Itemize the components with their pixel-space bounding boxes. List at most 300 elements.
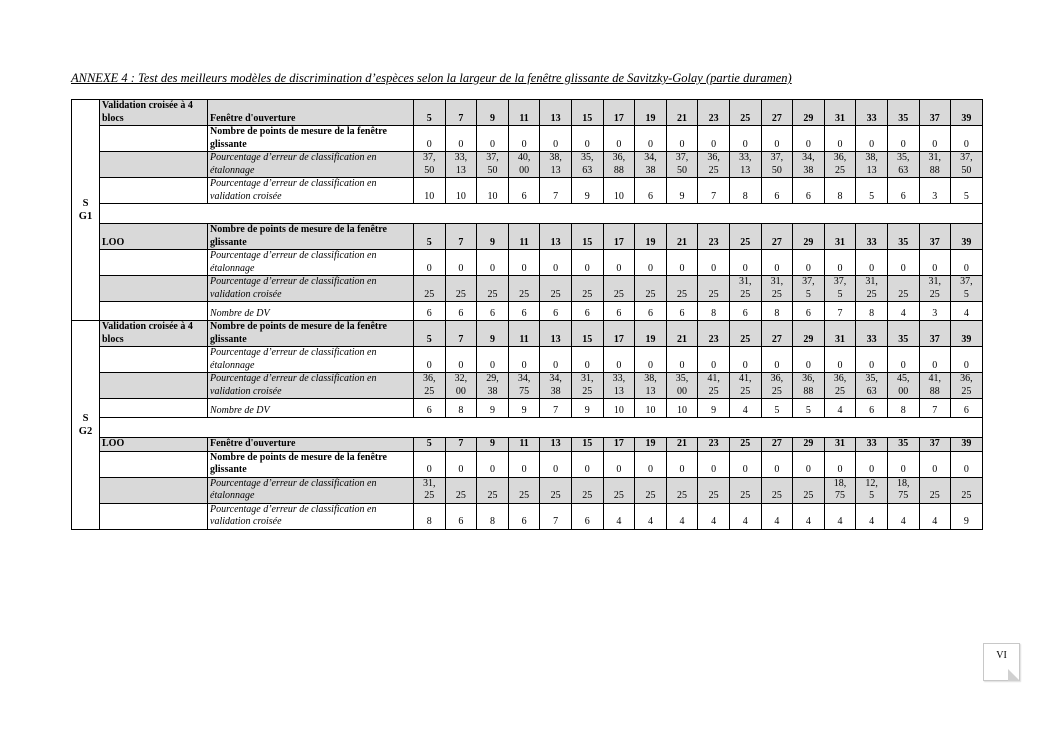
value-text: 11	[519, 236, 529, 248]
value-cell	[666, 438, 698, 452]
value-text: 0	[426, 138, 432, 150]
value-text: 0	[837, 464, 843, 475]
value-text: 25	[582, 288, 593, 300]
value-text: 25	[677, 288, 688, 300]
value-text: 39	[961, 438, 972, 449]
value-text: 9	[489, 236, 495, 248]
value-text: 0	[900, 359, 906, 371]
value-cell	[761, 276, 793, 302]
value-cell	[729, 451, 761, 477]
value-cell	[635, 438, 667, 452]
value-text: 6	[774, 190, 780, 202]
value-cell	[824, 178, 856, 204]
value-text: 4	[647, 516, 653, 527]
value-cell	[666, 276, 698, 302]
method-cell: Validation croisée à 4 blocs	[100, 100, 208, 126]
value-text: 4	[900, 307, 906, 319]
value-cell	[414, 477, 446, 503]
value-cell	[666, 373, 698, 399]
value-text: 4	[900, 516, 906, 527]
value-part: 41,	[738, 373, 752, 384]
value-cell	[951, 152, 983, 178]
value-cell	[824, 503, 856, 529]
value-cell	[540, 399, 572, 418]
value-cell	[508, 477, 540, 503]
value-text: 0	[584, 359, 590, 371]
value-text: 6	[426, 307, 432, 319]
value-part: 31,	[770, 276, 784, 287]
value-cell	[540, 302, 572, 321]
value-cell	[477, 438, 509, 452]
value-text: 0	[584, 464, 590, 475]
value-cell	[414, 438, 446, 452]
value-text: 13	[550, 236, 561, 248]
value-part: 5	[963, 288, 969, 300]
value-cell	[414, 178, 446, 204]
value-cell	[445, 126, 477, 152]
value-part: 13	[866, 164, 877, 176]
value-cell	[666, 224, 698, 250]
value-cell	[508, 347, 540, 373]
value-cell	[666, 477, 698, 503]
value-cell	[951, 347, 983, 373]
value-cell	[540, 438, 572, 452]
value-part: 34,	[549, 373, 562, 384]
value-text: 5	[963, 190, 969, 202]
value-cell	[666, 503, 698, 529]
value-cell	[666, 100, 698, 126]
spacer-cell	[100, 204, 983, 224]
value-text: 37	[929, 333, 940, 345]
value-text: 0	[900, 262, 906, 274]
value-part: 36,	[833, 152, 847, 163]
value-cell	[729, 503, 761, 529]
value-text: 0	[837, 262, 843, 274]
value-part: 33,	[454, 152, 468, 163]
value-cell	[919, 250, 951, 276]
value-cell	[698, 152, 730, 178]
value-cell	[856, 302, 888, 321]
value-cell	[414, 100, 446, 126]
value-text: 25	[645, 288, 656, 300]
value-cell	[414, 321, 446, 347]
value-part: 37,	[423, 152, 436, 163]
value-text: 10	[677, 404, 688, 416]
value-text: 0	[932, 359, 938, 371]
value-part: 25	[961, 385, 972, 397]
value-text: 0	[616, 464, 622, 475]
value-text: 6	[647, 307, 653, 319]
value-cell	[508, 503, 540, 529]
value-text: 0	[521, 359, 527, 371]
value-cell	[635, 276, 667, 302]
value-text: 0	[458, 359, 464, 371]
value-text: 7	[553, 404, 559, 416]
value-cell	[477, 347, 509, 373]
row-label: Fenêtre d'ouverture	[208, 438, 414, 452]
value-text: 33	[866, 236, 877, 248]
value-cell	[951, 224, 983, 250]
value-text: 25	[455, 288, 466, 300]
value-part: 50	[487, 164, 498, 176]
value-part: 63	[898, 164, 909, 176]
value-text: 25	[740, 112, 751, 124]
value-cell	[887, 503, 919, 529]
value-text: 8	[900, 404, 906, 416]
value-part: 25	[771, 385, 782, 397]
value-text: 8	[774, 307, 780, 319]
value-part: 5	[805, 288, 811, 300]
value-cell	[414, 302, 446, 321]
value-cell	[635, 224, 667, 250]
value-text: 4	[805, 516, 811, 527]
value-cell	[919, 126, 951, 152]
row-label: Nombre de points de mesure de la fenêtre glissante	[208, 224, 414, 250]
value-part: 35,	[581, 152, 594, 163]
value-text: 25	[519, 490, 530, 501]
value-cell	[508, 152, 540, 178]
value-cell	[919, 451, 951, 477]
spacer-row	[72, 418, 983, 438]
spacer-row	[72, 204, 983, 224]
value-cell	[666, 451, 698, 477]
value-cell	[919, 347, 951, 373]
value-part: 41,	[707, 373, 720, 384]
value-text: 4	[774, 516, 780, 527]
value-cell	[603, 477, 635, 503]
value-text: 5	[426, 333, 432, 345]
value-cell	[445, 503, 477, 529]
value-cell	[635, 373, 667, 399]
value-text: 25	[613, 288, 624, 300]
value-part: 37,	[833, 276, 847, 287]
group-label-line1: S	[82, 412, 89, 424]
value-text: 31	[835, 438, 846, 449]
value-cell	[951, 373, 983, 399]
value-cell	[414, 276, 446, 302]
row-label: Pourcentage d’erreur de classification en étalonnage	[208, 152, 414, 178]
value-cell	[508, 438, 540, 452]
value-cell	[887, 399, 919, 418]
value-cell	[571, 477, 603, 503]
value-cell	[761, 399, 793, 418]
value-text: 11	[519, 112, 529, 124]
value-text: 9	[963, 516, 969, 527]
value-part: 35,	[865, 373, 878, 384]
value-text: 27	[771, 438, 782, 449]
value-part: 25	[835, 385, 846, 397]
value-text: 6	[805, 307, 811, 319]
value-cell	[571, 152, 603, 178]
value-cell	[824, 224, 856, 250]
method-cell: LOO	[100, 438, 208, 452]
value-cell	[951, 126, 983, 152]
value-cell	[761, 451, 793, 477]
value-part: 32,	[454, 373, 468, 384]
value-part: 50	[424, 164, 435, 176]
value-text: 31	[835, 236, 846, 248]
value-text: 4	[837, 516, 843, 527]
value-part: 25	[929, 288, 940, 300]
value-cell	[477, 126, 509, 152]
value-text: 35	[898, 236, 909, 248]
value-text: 5	[805, 404, 811, 416]
value-cell	[477, 250, 509, 276]
value-text: 0	[711, 359, 717, 371]
value-part: 37,	[960, 152, 973, 163]
value-cell	[603, 302, 635, 321]
value-text: 9	[584, 404, 590, 416]
value-part: 25	[740, 288, 751, 300]
value-cell	[951, 451, 983, 477]
value-cell	[666, 250, 698, 276]
value-cell	[540, 276, 572, 302]
value-cell	[729, 399, 761, 418]
value-text: 4	[616, 516, 622, 527]
value-cell	[824, 347, 856, 373]
value-cell	[698, 178, 730, 204]
method-cell	[100, 152, 208, 178]
value-cell	[508, 451, 540, 477]
value-cell	[793, 126, 825, 152]
value-cell	[824, 302, 856, 321]
value-cell	[824, 250, 856, 276]
row-label: Nombre de points de mesure de la fenêtre glissante	[208, 126, 414, 152]
value-cell	[919, 302, 951, 321]
value-cell	[824, 451, 856, 477]
value-part: 13	[550, 164, 561, 176]
value-cell	[951, 399, 983, 418]
value-text: 25	[487, 288, 498, 300]
value-text: 0	[616, 138, 622, 150]
value-cell	[729, 438, 761, 452]
value-cell	[919, 438, 951, 452]
value-cell	[698, 347, 730, 373]
value-cell	[698, 100, 730, 126]
value-text: 0	[711, 464, 717, 475]
value-cell	[761, 373, 793, 399]
value-cell	[761, 152, 793, 178]
row-label: Pourcentage d’erreur de classification en étalonnage	[208, 250, 414, 276]
method-cell	[100, 250, 208, 276]
value-part: 88	[613, 164, 624, 176]
value-text: 4	[742, 404, 748, 416]
value-text: 0	[426, 359, 432, 371]
value-text: 8	[711, 307, 717, 319]
value-cell	[698, 126, 730, 152]
value-cell	[414, 503, 446, 529]
value-text: 10	[613, 404, 624, 416]
value-text: 25	[582, 490, 593, 501]
value-text: 25	[740, 490, 751, 501]
value-part: 36,	[707, 152, 720, 163]
value-cell	[793, 451, 825, 477]
value-cell	[445, 321, 477, 347]
value-cell	[887, 152, 919, 178]
table-row	[72, 178, 983, 204]
value-text: 13	[550, 112, 561, 124]
value-text: 3	[932, 307, 938, 319]
value-cell	[919, 152, 951, 178]
value-text: 4	[869, 516, 875, 527]
value-cell	[698, 451, 730, 477]
value-text: 6	[584, 516, 590, 527]
value-text: 0	[742, 138, 748, 150]
value-part: 50	[677, 164, 688, 176]
value-text: 0	[616, 262, 622, 274]
value-cell	[445, 347, 477, 373]
value-cell	[698, 503, 730, 529]
value-text: 0	[521, 138, 527, 150]
method-cell	[100, 126, 208, 152]
value-text: 0	[900, 464, 906, 475]
value-text: 25	[708, 490, 719, 501]
value-cell	[824, 126, 856, 152]
value-part: 36,	[802, 373, 815, 384]
value-cell	[698, 302, 730, 321]
value-text: 35	[898, 112, 909, 124]
value-text: 6	[647, 190, 653, 202]
value-part: 88	[803, 385, 814, 397]
value-text: 10	[424, 190, 435, 202]
value-part: 5	[837, 288, 843, 300]
value-text: 10	[455, 190, 466, 202]
value-text: 0	[774, 359, 780, 371]
value-text: 25	[929, 490, 940, 501]
value-text: 25	[740, 236, 751, 248]
value-text: 8	[426, 516, 432, 527]
value-part: 38,	[549, 152, 562, 163]
value-cell	[540, 321, 572, 347]
value-text: 27	[771, 112, 782, 124]
value-part: 38,	[865, 152, 878, 163]
value-cell	[887, 321, 919, 347]
value-cell	[761, 100, 793, 126]
row-label: Pourcentage d’erreur de classification en validation croisée	[208, 373, 414, 399]
value-part: 00	[519, 164, 530, 176]
value-text: 6	[458, 307, 464, 319]
value-cell	[508, 321, 540, 347]
value-text: 25	[961, 490, 972, 501]
value-part: 25	[424, 490, 435, 501]
value-cell	[856, 347, 888, 373]
value-cell	[414, 373, 446, 399]
value-text: 6	[616, 307, 622, 319]
value-cell	[951, 276, 983, 302]
value-cell	[887, 250, 919, 276]
value-cell	[793, 399, 825, 418]
value-text: 25	[487, 490, 498, 501]
value-cell	[635, 477, 667, 503]
value-part: 38	[487, 385, 498, 397]
value-cell	[887, 100, 919, 126]
table-row	[72, 302, 983, 321]
value-text: 0	[553, 359, 559, 371]
value-cell	[477, 373, 509, 399]
value-cell	[414, 126, 446, 152]
value-text: 8	[458, 404, 464, 416]
value-cell	[477, 302, 509, 321]
value-text: 7	[458, 236, 464, 248]
value-cell	[540, 373, 572, 399]
value-text: 0	[900, 138, 906, 150]
value-part: 31,	[928, 276, 942, 287]
value-part: 12,	[865, 477, 878, 489]
value-cell	[603, 126, 635, 152]
value-cell	[445, 178, 477, 204]
value-cell	[729, 321, 761, 347]
row-label: Pourcentage d’erreur de classification en validation croisée	[208, 276, 414, 302]
value-text: 7	[932, 404, 938, 416]
value-text: 7	[553, 190, 559, 202]
value-text: 0	[553, 464, 559, 475]
value-text: 0	[584, 138, 590, 150]
value-text: 17	[613, 333, 624, 345]
value-cell	[856, 224, 888, 250]
value-part: 36,	[770, 373, 784, 384]
value-part: 00	[677, 385, 688, 397]
value-text: 25	[740, 438, 751, 449]
value-text: 25	[550, 288, 561, 300]
value-text: 9	[489, 333, 495, 345]
row-label: Pourcentage d’erreur de classification en validation croisée	[208, 178, 414, 204]
value-text: 8	[742, 190, 748, 202]
value-cell	[508, 100, 540, 126]
value-part: 31,	[928, 152, 942, 163]
value-cell	[919, 503, 951, 529]
value-cell	[951, 250, 983, 276]
method-cell	[100, 373, 208, 399]
value-text: 10	[487, 190, 498, 202]
value-text: 9	[711, 404, 717, 416]
value-text: 9	[521, 404, 527, 416]
value-cell	[508, 250, 540, 276]
value-cell	[603, 347, 635, 373]
value-cell	[571, 399, 603, 418]
value-part: 25	[835, 164, 846, 176]
value-text: 19	[645, 236, 656, 248]
value-cell	[445, 399, 477, 418]
value-cell	[635, 399, 667, 418]
value-text: 0	[647, 359, 653, 371]
value-part: 25	[424, 385, 435, 397]
row-label: Nombre de DV	[208, 399, 414, 418]
value-cell	[856, 477, 888, 503]
value-text: 11	[519, 333, 529, 345]
value-cell	[603, 100, 635, 126]
value-text: 37	[929, 112, 940, 124]
value-part: 36,	[833, 373, 847, 384]
value-cell	[508, 126, 540, 152]
group-label	[72, 100, 100, 321]
value-cell	[919, 477, 951, 503]
value-cell	[887, 477, 919, 503]
value-cell	[729, 347, 761, 373]
value-cell	[824, 399, 856, 418]
value-text: 35	[898, 333, 909, 345]
value-cell	[761, 250, 793, 276]
value-cell	[887, 438, 919, 452]
value-part: 29,	[486, 373, 499, 384]
value-part: 25	[708, 385, 719, 397]
group-label-line2: G2	[78, 425, 93, 437]
value-cell	[793, 302, 825, 321]
value-cell	[761, 477, 793, 503]
method-cell: LOO	[100, 224, 208, 250]
value-part: 50	[771, 164, 782, 176]
value-cell	[635, 126, 667, 152]
value-part: 35,	[675, 373, 689, 384]
